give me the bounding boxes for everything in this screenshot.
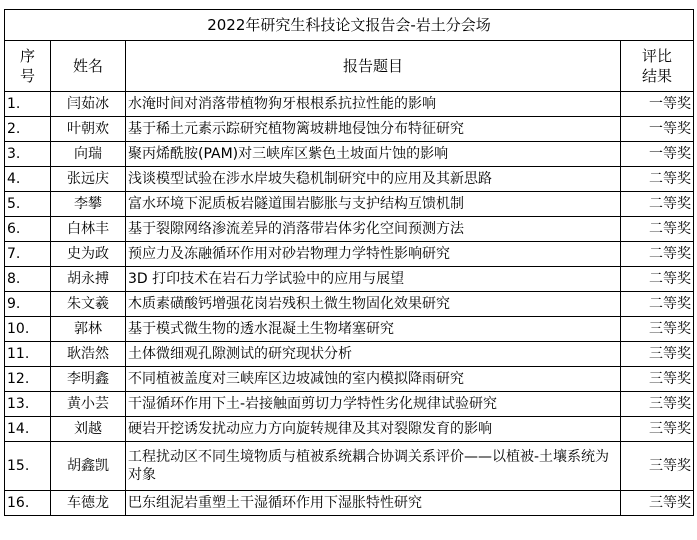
row-topic: 基于裂隙网络渗流差异的消落带岩体劣化空间预测方法	[126, 217, 621, 242]
row-result: 二等奖	[621, 292, 694, 317]
row-name: 黄小芸	[51, 392, 126, 417]
header-row	[5, 41, 694, 92]
row-number: 10.	[5, 317, 51, 342]
row-result: 一等奖	[621, 92, 694, 117]
row-topic: 土体微细观孔隙测试的研究现状分析	[126, 342, 621, 367]
row-name: 向瑞	[51, 142, 126, 167]
row-number: 12.	[5, 367, 51, 392]
table-row	[5, 92, 694, 117]
header-result-line2: 结果	[642, 67, 673, 85]
row-name: 刘越	[51, 417, 126, 442]
row-result: 一等奖	[621, 117, 694, 142]
row-number: 1.	[5, 92, 51, 117]
row-number: 4.	[5, 167, 51, 192]
row-number: 15.	[5, 442, 51, 491]
header-no	[5, 41, 51, 92]
row-number: 7.	[5, 242, 51, 267]
row-name: 史为政	[51, 242, 126, 267]
table-row	[5, 491, 694, 516]
row-name: 张远庆	[51, 167, 126, 192]
table-row	[5, 292, 694, 317]
table-row	[5, 192, 694, 217]
table-row	[5, 217, 694, 242]
table-row	[5, 167, 694, 192]
header-name: 姓名	[51, 41, 126, 92]
header-no-line1: 序	[19, 47, 35, 65]
row-number: 11.	[5, 342, 51, 367]
header-topic: 报告题目	[126, 41, 621, 92]
table-row	[5, 442, 694, 491]
title-row	[5, 10, 694, 41]
row-name: 叶朝欢	[51, 117, 126, 142]
table-row	[5, 267, 694, 292]
row-name: 郭林	[51, 317, 126, 342]
row-name: 闫茹冰	[51, 92, 126, 117]
table-row	[5, 117, 694, 142]
row-topic: 3D 打印技术在岩石力学试验中的应用与展望	[126, 267, 621, 292]
table-title: 2022年研究生科技论文报告会-岩土分会场	[5, 10, 694, 41]
row-result: 三等奖	[621, 367, 694, 392]
table-row	[5, 367, 694, 392]
row-result: 二等奖	[621, 242, 694, 267]
table-row	[5, 242, 694, 267]
row-number: 16.	[5, 491, 51, 516]
row-result: 二等奖	[621, 217, 694, 242]
row-name: 白林丰	[51, 217, 126, 242]
row-topic: 硬岩开挖诱发扰动应力方向旋转规律及其对裂隙发育的影响	[126, 417, 621, 442]
row-topic: 基于模式微生物的透水混凝土生物堵塞研究	[126, 317, 621, 342]
table-row	[5, 417, 694, 442]
row-result: 三等奖	[621, 342, 694, 367]
row-name: 车德龙	[51, 491, 126, 516]
table-row	[5, 317, 694, 342]
row-result: 一等奖	[621, 142, 694, 167]
row-number: 6.	[5, 217, 51, 242]
table-row	[5, 342, 694, 367]
award-table	[4, 9, 694, 516]
row-result: 三等奖	[621, 442, 694, 491]
row-name: 朱文羲	[51, 292, 126, 317]
row-topic: 聚丙烯酰胺(PAM)对三峡库区紫色土坡面片蚀的影响	[126, 142, 621, 167]
row-name: 胡鑫凯	[51, 442, 126, 491]
row-number: 2.	[5, 117, 51, 142]
header-no-line2: 号	[19, 67, 35, 85]
row-topic: 干湿循环作用下土-岩接触面剪切力学特性劣化规律试验研究	[126, 392, 621, 417]
row-number: 8.	[5, 267, 51, 292]
row-result: 三等奖	[621, 417, 694, 442]
row-topic: 水淹时间对消落带植物狗牙根根系抗拉性能的影响	[126, 92, 621, 117]
header-result	[621, 41, 694, 92]
header-result-line1: 评比	[642, 47, 673, 65]
row-topic: 基于稀土元素示踪研究植物篱坡耕地侵蚀分布特征研究	[126, 117, 621, 142]
row-result: 二等奖	[621, 192, 694, 217]
row-result: 三等奖	[621, 317, 694, 342]
row-name: 李攀	[51, 192, 126, 217]
row-name: 胡永搏	[51, 267, 126, 292]
row-number: 13.	[5, 392, 51, 417]
row-topic: 富水环境下泥质板岩隧道围岩膨胀与支护结构互馈机制	[126, 192, 621, 217]
row-topic: 木质素磺酸钙增强花岗岩残积土微生物固化效果研究	[126, 292, 621, 317]
row-result: 三等奖	[621, 491, 694, 516]
table-row	[5, 392, 694, 417]
row-name: 耿浩然	[51, 342, 126, 367]
row-name: 李明鑫	[51, 367, 126, 392]
row-result: 三等奖	[621, 392, 694, 417]
row-result: 二等奖	[621, 167, 694, 192]
row-result: 二等奖	[621, 267, 694, 292]
row-topic: 预应力及冻融循环作用对砂岩物理力学特性影响研究	[126, 242, 621, 267]
row-topic: 浅谈模型试验在涉水岸坡失稳机制研究中的应用及其新思路	[126, 167, 621, 192]
row-topic: 工程扰动区不同生境物质与植被系统耦合协调关系评价——以植被-土壤系统为对象	[126, 442, 621, 491]
row-topic: 巴东组泥岩重塑土干湿循环作用下湿胀特性研究	[126, 491, 621, 516]
row-number: 5.	[5, 192, 51, 217]
row-topic: 不同植被盖度对三峡库区边坡减蚀的室内模拟降雨研究	[126, 367, 621, 392]
row-number: 14.	[5, 417, 51, 442]
row-number: 9.	[5, 292, 51, 317]
table-row	[5, 142, 694, 167]
row-number: 3.	[5, 142, 51, 167]
